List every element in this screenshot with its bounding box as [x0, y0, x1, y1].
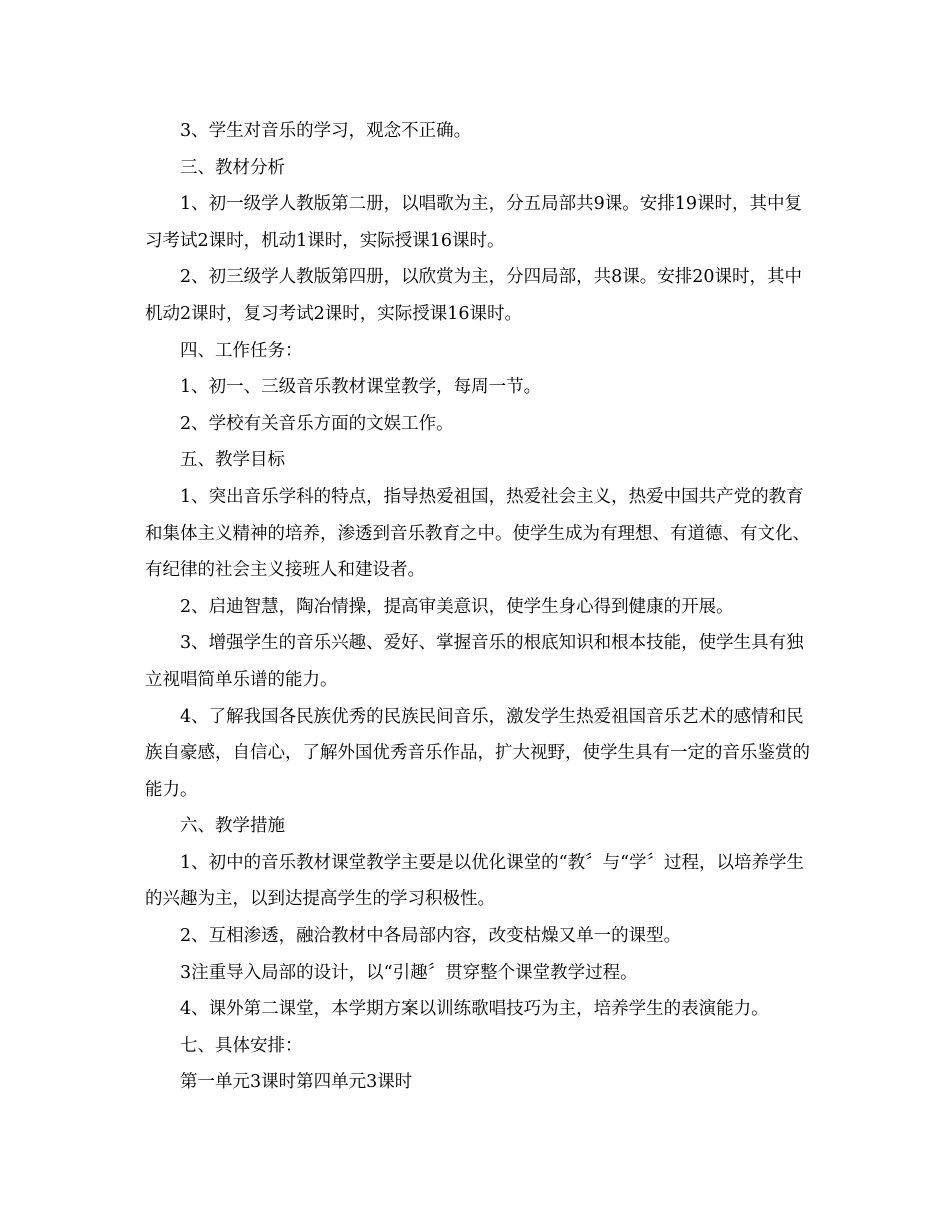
- section-heading: 七、具体安排：: [180, 1035, 303, 1056]
- document-body: [145, 113, 810, 1101]
- paragraph: 3、学生对音乐的学习，观念不正确。: [180, 121, 472, 141]
- section-heading: 三、教材分析: [180, 157, 285, 178]
- section-heading: 六、教学措施: [180, 816, 285, 837]
- paragraph: 1、初中的音乐教材课堂教学主要是以优化课堂的“教〞与“学〞过程，以培养学生的兴趣为主，以到达提高学生的学习积极性。: [145, 852, 805, 910]
- paragraph: 2、学校有关音乐方面的文娱工作。: [180, 413, 454, 434]
- paragraph: 4、了解我国各民族优秀的民族民间音乐，激发学生热爱祖国音乐艺术的感情和民族自豪感，自信心，了解外国优秀音乐作品，扩大视野，使学生具有一定的音乐鉴赏的能力。: [145, 706, 810, 800]
- paragraph: 2、启迪智慧，陶冶情操，提高审美意识，使学生身心得到健康的开展。: [180, 596, 734, 617]
- paragraph: 1、突出音乐学科的特点，指导热爱祖国，热爱社会主义，热爱中国共产党的教育和集体主义精神的培养，渗透到音乐教育之中。使学生成为有理想、有道德、有文化、有纪律的社会主义接班人和建设者。: [145, 486, 810, 581]
- paragraph: 3、增强学生的音乐兴趣、爱好、掌握音乐的根底知识和根本技能，使学生具有独立视唱简单乐谱的能力。: [145, 633, 804, 690]
- paragraph: 3注重导入局部的设计，以“引趣〞贯穿整个课堂教学过程。: [180, 962, 638, 983]
- paragraph: 2、初三级学人教版第四册，以欣赏为主，分四局部，共8课。安排20课时，其中机动2课时，复习考试2课时，实际授课16课时。: [145, 267, 803, 324]
- paragraph: 2、互相渗透，融洽教材中各局部内容，改变枯燥又单一的课型。: [180, 926, 682, 947]
- section-heading: 五、教学目标: [180, 450, 285, 471]
- section-heading: 四、工作任务：: [180, 340, 303, 361]
- paragraph: 4、课外第二课堂，本学期方案以训练歌唱技巧为主，培养学生的表演能力。: [180, 999, 769, 1020]
- paragraph: 第一单元3课时第四单元3课时: [180, 1072, 413, 1093]
- paragraph: 1、初一、三级音乐教材课堂教学，每周一节。: [180, 377, 542, 398]
- paragraph: 1、初一级学人教版第二册，以唱歌为主，分五局部共9课。安排19课时，其中复习考试2课时，机动1课时，实际授课16课时。: [145, 194, 803, 251]
